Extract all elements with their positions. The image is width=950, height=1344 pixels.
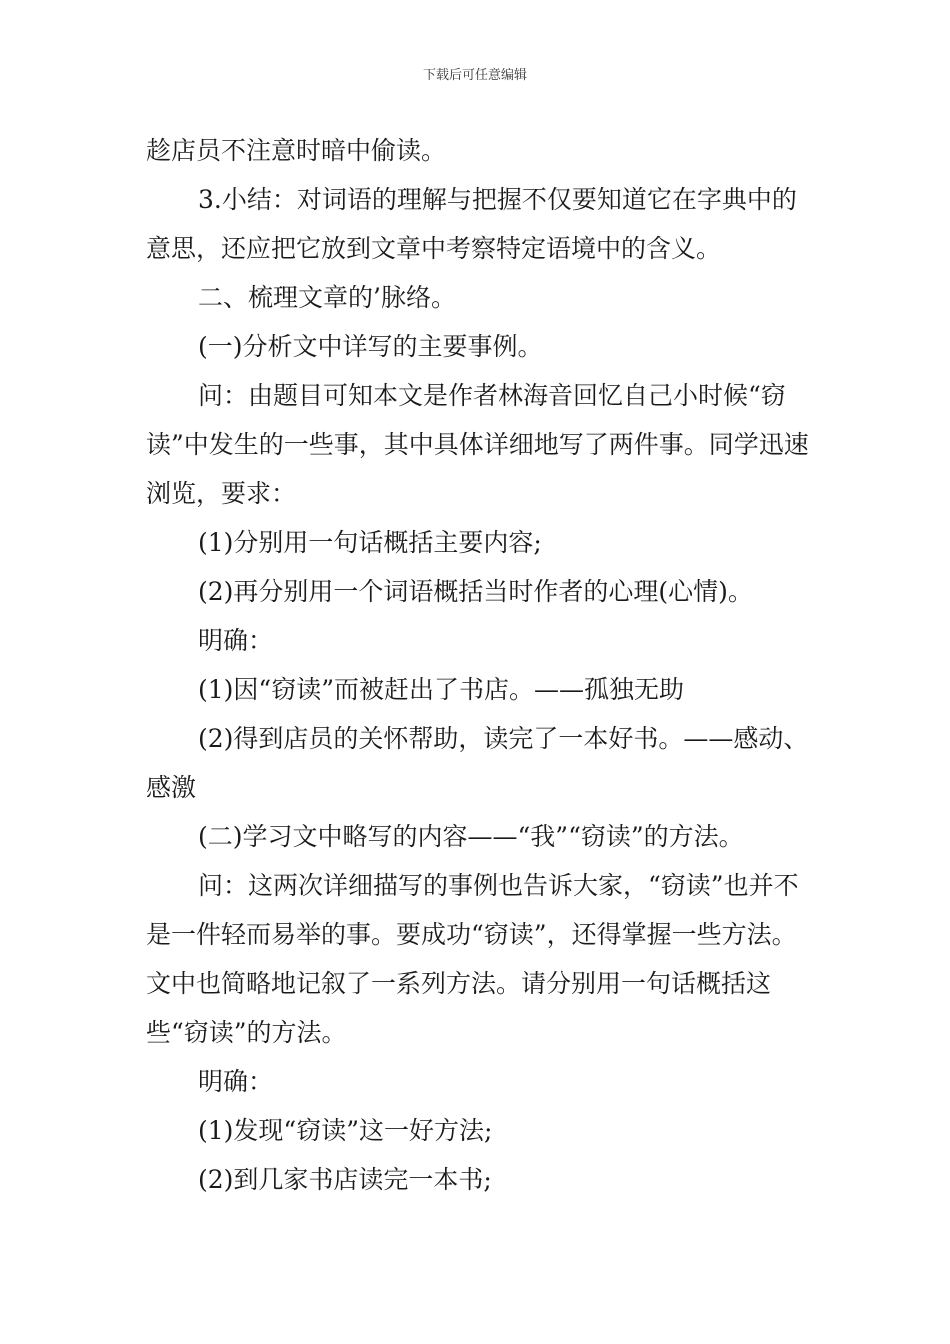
list-item: (2)到几家书店读完一本书; xyxy=(198,1165,492,1194)
list-item: (2)再分别用一个词语概括当时作者的心理(心情)。 xyxy=(198,577,753,606)
subsection-heading-1: (一)分析文中详写的主要事例。 xyxy=(198,332,543,361)
list-item: (2)得到店员的关怀帮助，读完了一本好书。——感动、感激 xyxy=(146,724,809,802)
list-item: (1)因“窃读”而被赶出了书店。——孤独无助 xyxy=(198,675,684,704)
paragraph-summary: 3.小结：对词语的理解与把握不仅要知道它在字典中的意思，还应把它放到文章中考察特定语境中的含义。 xyxy=(146,185,797,263)
paragraph-question-1: 问：由题目可知本文是作者林海音回忆自己小时候“窃读”中发生的一些事，其中具体详细地写了两件事。同学迅速浏览，要求： xyxy=(146,381,809,508)
subsection-heading-2: (二)学习文中略写的内容——“我”“窃读”的方法。 xyxy=(198,822,744,851)
section-heading-2: 二、梳理文章的’脉络。 xyxy=(198,283,456,312)
answer-label: 明确： xyxy=(198,1067,274,1096)
list-item: (1)发现“窃读”这一好方法; xyxy=(198,1116,493,1145)
answer-label: 明确： xyxy=(198,626,274,655)
paragraph-continuation: 趁店员不注意时暗中偷读。 xyxy=(146,136,447,165)
list-item: (1)分别用一句话概括主要内容; xyxy=(198,528,542,557)
document-body xyxy=(146,126,814,1204)
page-header: 下载后可任意编辑 xyxy=(422,68,527,83)
paragraph-question-2: 问：这两次详细描写的事例也告诉大家，“窃读”也并不是一件轻而易举的事。要成功“窃读”，还得掌握一些方法。文中也简略地记叙了一系列方法。请分别用一句话概括这些“窃读”的方法。 xyxy=(146,871,799,1047)
